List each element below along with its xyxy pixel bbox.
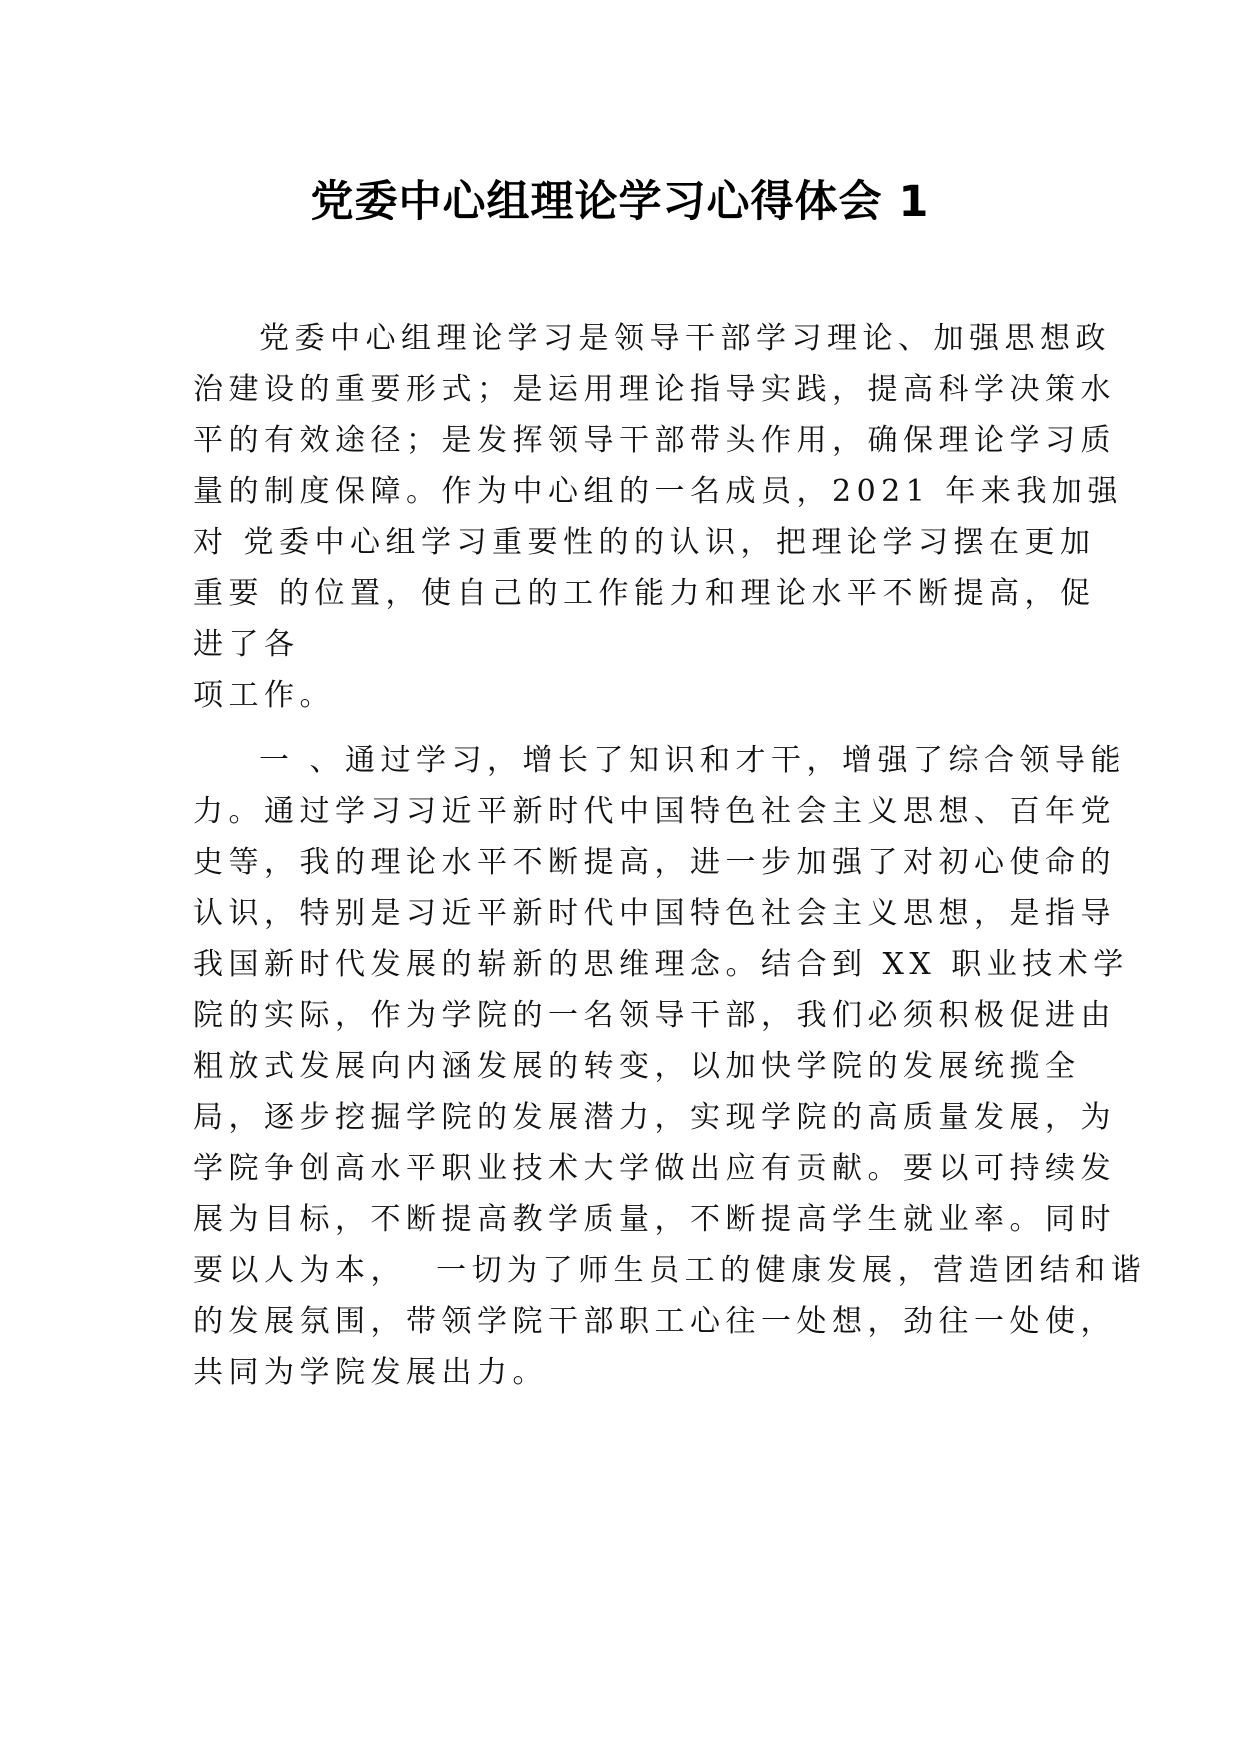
paragraph-section-one bbox=[193, 735, 1147, 1398]
document-title: 党委中心组理论学习心得体会 1 bbox=[310, 177, 930, 227]
paragraph-line: 一 、通过学习，增长了知识和才干，增强了综合领导能 bbox=[259, 743, 1127, 778]
paragraph-line: 局，逐步挖掘学院的发展潜力，实现学院的高质量发展，为 bbox=[193, 1100, 1116, 1135]
paragraph-intro bbox=[193, 313, 1123, 721]
paragraph-line: 要以人为本， 一切为了师生员工的健康发展，营造团结和谐 bbox=[193, 1253, 1147, 1288]
paragraph-line: 进了各 bbox=[193, 627, 300, 662]
paragraph-line: 重要 的位置，使自己的工作能力和理论水平不断提高，促 bbox=[193, 576, 1096, 611]
paragraph-line: 治建设的重要形式；是运用理论指导实践，提高科学决策水 bbox=[193, 372, 1116, 407]
paragraph-line: 认识，特别是习近平新时代中国特色社会主义思想，是指导 bbox=[193, 896, 1116, 931]
paragraph-line: 展为目标，不断提高教学质量，不断提高学生就业率。同时 bbox=[193, 1202, 1116, 1237]
paragraph-line: 共同为学院发展出力。 bbox=[193, 1355, 548, 1390]
paragraph-line: 院的实际，作为学院的一名领导干部，我们必须积极促进由 bbox=[193, 998, 1116, 1033]
paragraph-line: 平的有效途径；是发挥领导干部带头作用，确保理论学习质 bbox=[193, 423, 1116, 458]
paragraph-line: 党委中心组理论学习是领导干部学习理论、加强思想政 bbox=[259, 321, 1111, 356]
document-body bbox=[193, 313, 1147, 1398]
paragraph-line: 粗放式发展向内涵发展的转变，以加快学院的发展统揽全 bbox=[193, 1049, 1081, 1084]
paragraph-line: 对 党委中心组学习重要性的的认识，把理论学习摆在更加 bbox=[193, 525, 1096, 560]
paragraph-line: 的发展氛围，带领学院干部职工心往一处想，劲往一处使， bbox=[193, 1304, 1116, 1339]
paragraph-line: 我国新时代发展的崭新的思维理念。结合到 XX 职业技术学 bbox=[193, 947, 1129, 982]
paragraph-gap bbox=[193, 721, 1073, 735]
paragraph-line: 力。通过学习习近平新时代中国特色社会主义思想、百年党 bbox=[193, 794, 1116, 829]
paragraph-line: 量的制度保障。作为中心组的一名成员，2021 年来我加强 bbox=[193, 474, 1123, 509]
paragraph-line: 项工作。 bbox=[193, 678, 335, 713]
paragraph-line: 学院争创高水平职业技术大学做出应有贡献。要以可持续发 bbox=[193, 1151, 1116, 1186]
paragraph-line: 史等，我的理论水平不断提高，进一步加强了对初心使命的 bbox=[193, 845, 1116, 880]
